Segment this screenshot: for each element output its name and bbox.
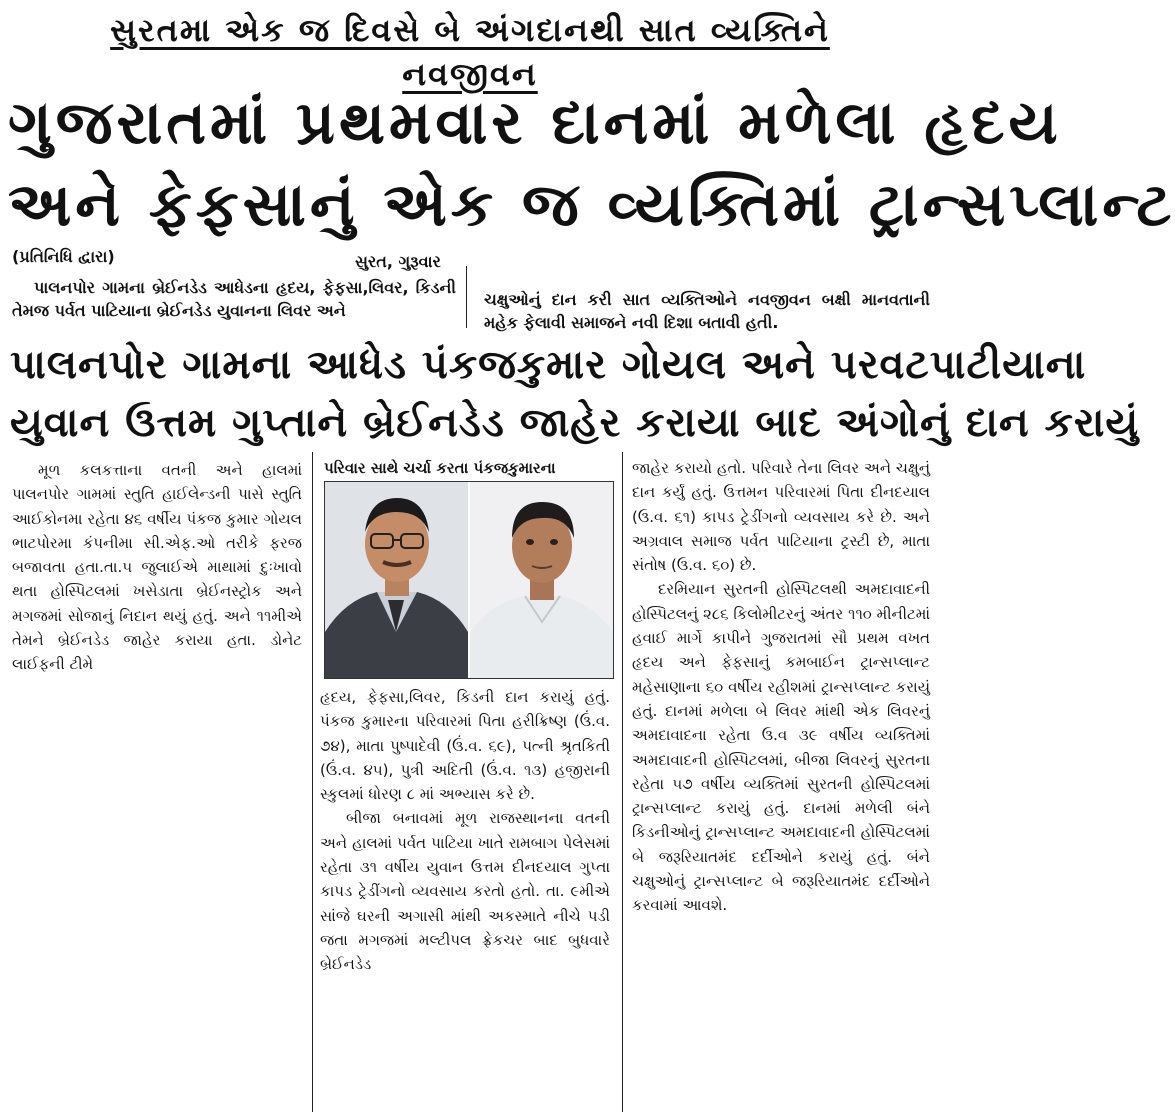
portrait-young-man (470, 482, 613, 678)
column-2-paragraph-2: બીજા બનાવમાં મૂળ રાજસ્થાનના વતની અને હાલમાં પર્વત પાટિયા ખાતે રામબાગ પેલેસમાં રહેતા ૩૧ વર્ષીય યુવાન ઉત્તમ દીનદયાલ ગુપ્તા કાપડ ટ્રેડીંગનો વ્યવસાય કરતો હતો. તા. ૯મીએ સાંજે ઘરની અગાસી માંથી અકસ્માતે નીચે પડી જતા મગજમાં મલ્ટીપલ ફ્રેકચર બાદ બુધવારે બ્રેઈનડેડ (320, 809, 610, 974)
photo-two-men (324, 481, 614, 679)
kicker-headline: સુરતમા એક જ દિવસે બે અંગદાનથી સાત વ્યક્તિને નવજીવન (110, 11, 830, 93)
column-2-paragraph-1: હૃદય, ફેફસા,લિવર, કિડની દાન કરાયું હતું. પંકજ કુમારના પરિવારમાં પિતા હરીક્રિષ્ણ (ઉં.વ. ૭૪), માતા પુષ્પાદેવી (ઉં.વ. ૬૯), પત્ની શ્રૃતકિતી (ઉં.વ. ૪૫), પુત્રી અદિતી (ઉં.વ. ૧૩) હજીરાની સ્કુલમાં ધોરણ ૮ માં અભ્યાસ કરે છે. (320, 688, 610, 804)
headline-line-1: ગુજરાતમાં પ્રથમવાર દાનમાં મળેલા હૃદય (8, 88, 1062, 158)
photo-pankajkumar (325, 482, 468, 678)
portrait-man-with-glasses (325, 482, 468, 678)
column-1-paragraph: મૂળ કલકત્તાના વતની અને હાલમાં પાલનપોર ગામમાં સ્તુતિ હાઈલેન્ડની પાસે સ્તુતિ આઈકોનમા રહેતા ૪૬ વર્ષીય પંકજ કુમાર ગોયલ ભાટપોરમા કંપનીમા સી.એફ.ઓ તરીકે ફરજ બજાવતા હતા.તા.૫ જુલાઈએ માથામાં દુઃખાવો થતા હોસ્પિટલમાં ખસેડાતા બ્રેઈનસ્ટ્રોક અને મગજમાં સોજાનું નિદાન થયું હતું. અને ૧૧મીએ તેમને બ્રેઈનડેડ જાહેર કરાયા હતા. ડોનેટ લાઈફની ટીમે (12, 461, 302, 674)
column-divider-1 (312, 452, 313, 1112)
subheadline-line-2: યુવાન ઉત્તમ ગુપ્તાને બ્રેઈનડેડ જાહેર કરાયા બાદ અંગોનું દાન કરાયું (10, 400, 1140, 446)
article-column-1 (12, 458, 302, 677)
column-3-paragraph-1: જાહેર કરાયો હતો. પરિવારે તેના લિવર અને ચક્ષુનું દાન કર્યું હતું. ઉત્તમન પરિવારમાં પિતા દીનદયાલ (ઉ.વ. ૬૧) કાપડ ટ્રેડીંગનો વ્યવસાય કરે છે. અને અગ્રવાલ સમાજ પર્વત પાટિયાના ટ્રસ્ટી છે, માતા સંતોષ (ઉ.વ. ૬૦) છે. (632, 459, 930, 575)
intro-right: ચક્ષુઓનું દાન કરી સાત વ્યક્તિઓને નવજીવન બક્ષી માનવતાની મહેક ફેલાવી સમાજને નવી દિશા બતાવી હતી. (484, 290, 930, 332)
photo-uttam (470, 482, 613, 678)
byline: (પ્રતિનિધિ દ્વારા) (12, 247, 115, 266)
subheadline-line-1: પાલનપોર ગામના આધેડ પંકજકુમાર ગોયલ અને પરવટપાટીયાના (10, 342, 1087, 388)
column-2-lead-text: પરિવાર સાથે ચર્ચા કરતા પંકજકુમારના (324, 459, 556, 477)
article-column-2 (320, 685, 610, 977)
column-3-paragraph-2: દરમિયાન સુરતની હોસ્પિટલથી અમદાવાદની હોસ્પિટલનું ૨૮૬ કિલોમીટરનું અંતર ૧૧૦ મીનીટમાં હવાઈ માર્ગે કાપીને ગુજરાતમાં સૌ પ્રથમ વખત હૃદય અને ફેફસાનું કમબાઈન ટ્રાન્સપ્લાન્ટ મહેસાણાના ૬૦ વર્ષીય રહીશમાં ટ્રાન્સપ્લાન્ટ કરાયું હતું. દાનમાં મળેલા બે લિવર માંથી એક લિવરનું અમદાવાદના રહેતા ઉ.વ ૩૯ વર્ષીય વ્યક્તિમાં અમદાવાદની હોસ્પિટલમાં, બીજા લિવરનું સુરતના રહેતા ૫૭ વર્ષીય વ્યક્તિમાં સુરતની હોસ્પિટલમાં ટ્રાન્સપ્લાન્ટ કરાયું હતું. દાનમાં મળેલી બંને કિડનીઓનું ટ્રાન્સપ્લાન્ટ અમદાવાદની હોસ્પિટલમાં બે જરૂરિયાતમંદ દર્દીઓને કરાયું હતું. બંને ચક્ષુઓનું ટ્રાન્સપ્લાન્ટ બે જરૂરિયાતમંદ દર્દીઓને કરવામાં આવશે. (632, 580, 930, 915)
headline-line-2: અને ફેફસાનું એક જ વ્યક્તિમાં ટ્રાન્સપ્લાન્ટ (8, 170, 1175, 240)
intro-divider (466, 266, 467, 328)
dateline: સુરત, ગુરૂવાર (355, 252, 441, 271)
column-divider-2 (622, 452, 623, 1112)
intro-left: પાલનપોર ગામના બ્રેઈનડેડ આધેડના હૃદય, ફેફસા,લિવર, કિડની તેમજ પર્વત પાટિયાના બ્રેઈનડેડ યુવાનના લિવર અને (12, 278, 456, 320)
article-column-3 (632, 456, 930, 918)
